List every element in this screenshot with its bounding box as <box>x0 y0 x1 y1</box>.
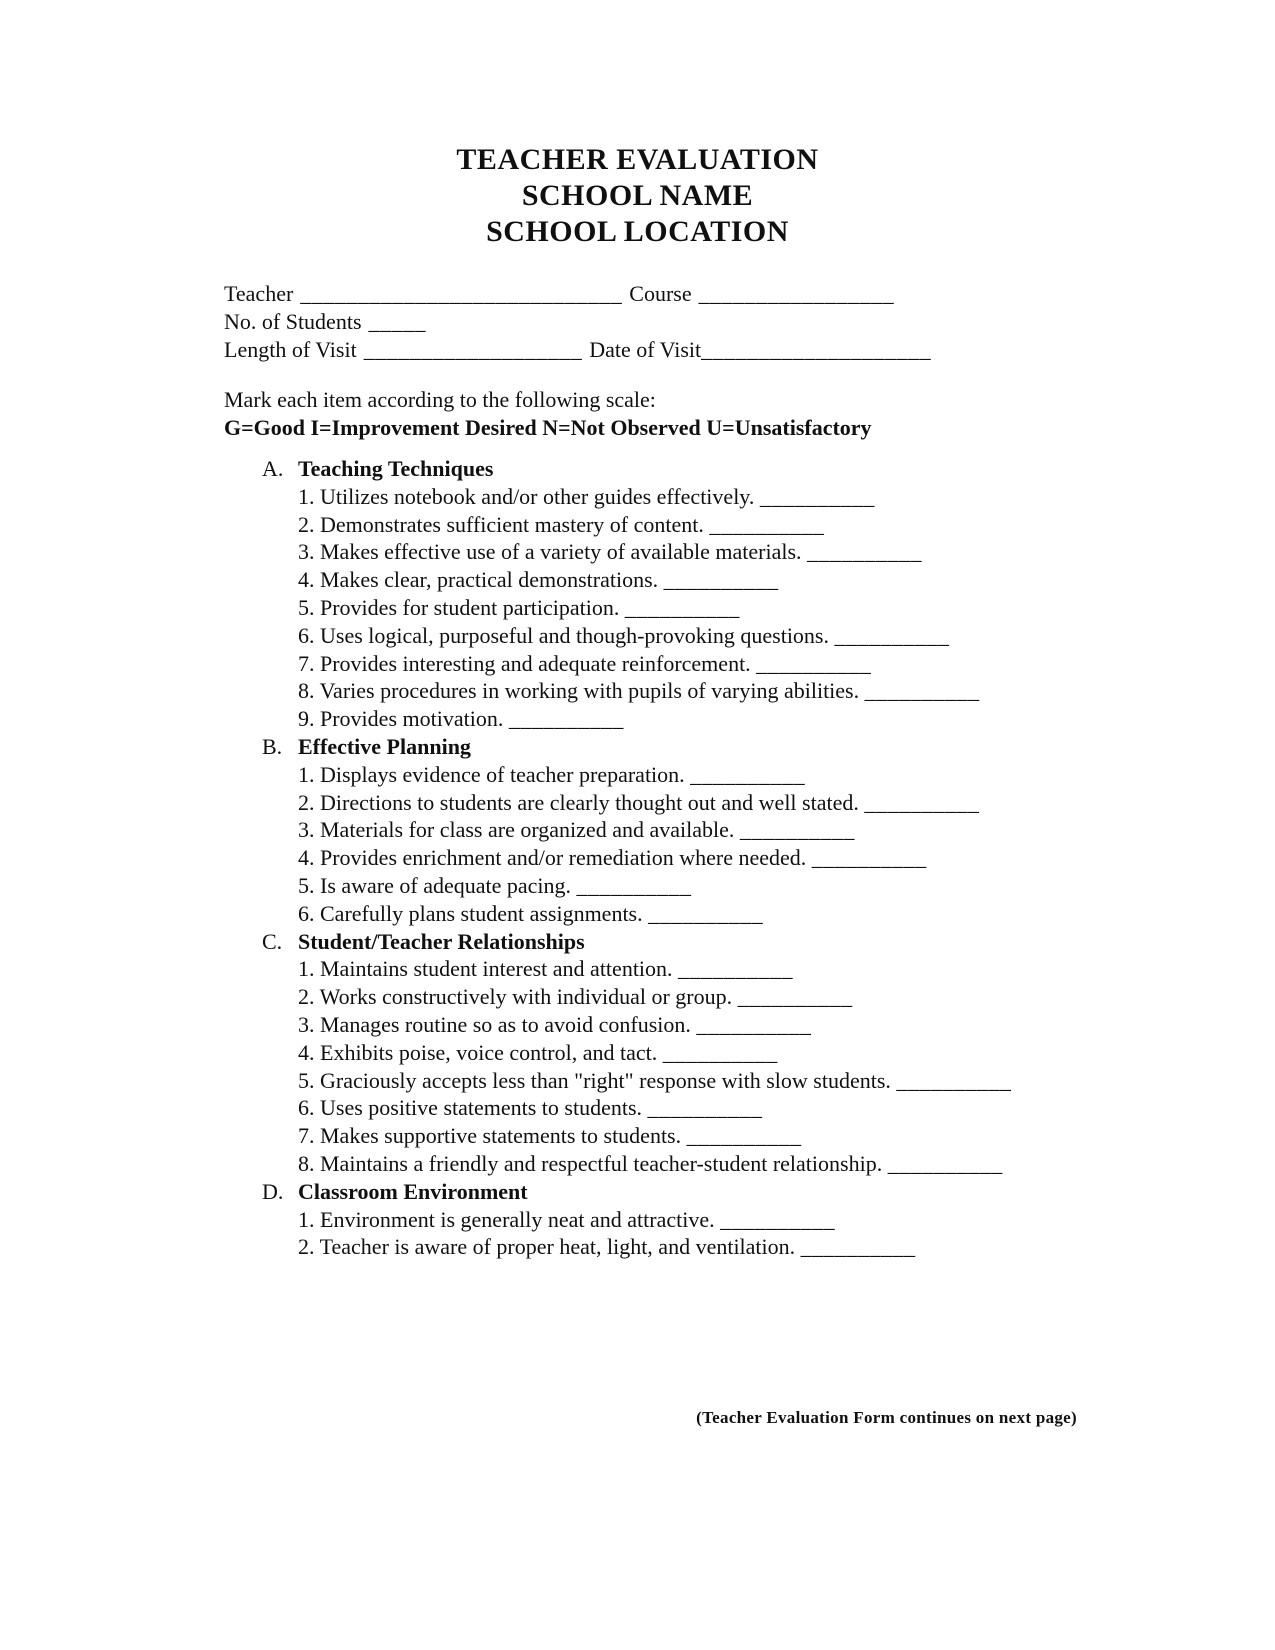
instructions-block <box>224 386 1215 442</box>
section-header <box>262 928 1235 956</box>
section-header <box>262 1178 1235 1206</box>
course-label: Course <box>629 281 692 306</box>
evaluation-item <box>298 677 1235 705</box>
section-letter: A. <box>262 456 284 481</box>
item-number: 2. <box>298 1234 315 1260</box>
section-header <box>262 455 1235 483</box>
item-rating-blank-line: __________ <box>811 845 927 871</box>
item-rating-blank-line: __________ <box>834 622 950 648</box>
evaluation-item <box>298 816 1235 844</box>
item-text: Makes supportive statements to students. <box>320 1123 682 1149</box>
evaluation-item <box>298 761 1235 789</box>
item-text: Makes clear, practical demonstrations. <box>320 567 659 593</box>
document-title-block <box>0 142 1275 250</box>
item-rating-blank-line: __________ <box>739 817 855 843</box>
title-line-3: SCHOOL LOCATION <box>486 215 789 248</box>
item-number: 8. <box>298 678 315 704</box>
item-rating-blank-line: __________ <box>662 1039 778 1065</box>
item-rating-blank-line: __________ <box>647 1095 763 1121</box>
item-rating-blank-line: __________ <box>737 984 853 1010</box>
evaluation-item <box>298 1039 1235 1067</box>
item-number: 6. <box>298 1095 315 1121</box>
item-text: Provides for student participation. <box>320 594 620 620</box>
evaluation-item <box>298 650 1235 678</box>
evaluation-item <box>298 483 1235 511</box>
section-letter: C. <box>262 928 283 954</box>
item-text: Provides motivation. <box>320 706 504 732</box>
item-rating-blank-line: __________ <box>887 1150 1003 1176</box>
item-rating-blank-line: __________ <box>864 789 980 815</box>
item-rating-blank-line: __________ <box>800 1234 916 1260</box>
item-rating-blank-line: __________ <box>678 956 794 982</box>
item-rating-blank-line: __________ <box>686 1123 802 1149</box>
item-number: 1. <box>298 1206 315 1232</box>
item-text: Uses positive statements to students. <box>320 1095 643 1121</box>
item-number: 6. <box>298 622 315 648</box>
sections-list <box>262 455 1235 1261</box>
item-number: 5. <box>298 594 315 620</box>
item-number: 9. <box>298 706 315 732</box>
course-blank-line: _________________ <box>698 281 895 306</box>
item-number: 2. <box>298 511 315 537</box>
item-text: Directions to students are clearly thought out and well stated. <box>320 789 859 815</box>
item-rating-blank-line: __________ <box>508 706 624 732</box>
item-number: 3. <box>298 817 315 843</box>
date-of-visit-blank-line: ____________________ <box>701 337 932 362</box>
evaluation-item <box>298 983 1235 1011</box>
rating-scale-legend: G=Good I=Improvement Desired N=Not Observed U=Unsatisfactory <box>224 415 872 440</box>
item-text: Demonstrates sufficient mastery of content. <box>320 511 704 537</box>
item-text: Uses logical, purposeful and though-provoking questions. <box>320 622 829 648</box>
item-rating-blank-line: __________ <box>756 650 872 676</box>
item-text: Maintains a friendly and respectful teacher-student relationship. <box>320 1150 883 1176</box>
item-number: 4. <box>298 1039 315 1065</box>
item-text: Varies procedures in working with pupils of varying abilities. <box>319 678 860 704</box>
item-number: 3. <box>298 1011 315 1037</box>
evaluation-item <box>298 1122 1235 1150</box>
item-rating-blank-line: __________ <box>663 567 779 593</box>
item-rating-blank-line: __________ <box>759 483 875 509</box>
evaluation-item <box>298 900 1235 928</box>
evaluation-item <box>298 1011 1235 1039</box>
section-letter: D. <box>262 1178 284 1204</box>
teacher-label: Teacher <box>224 281 294 306</box>
evaluation-item <box>298 955 1235 983</box>
length-of-visit-blank-line: ___________________ <box>363 337 583 362</box>
item-rating-blank-line: __________ <box>709 511 825 537</box>
item-text: Provides enrichment and/or remediation where needed. <box>320 845 807 871</box>
item-text: Provides interesting and adequate reinforcement. <box>320 650 751 676</box>
item-number: 2. <box>298 789 315 815</box>
title-line-1: TEACHER EVALUATION <box>456 143 819 176</box>
item-number: 5. <box>298 872 315 898</box>
item-number: 3. <box>298 539 315 565</box>
item-text: Displays evidence of teacher preparation. <box>320 761 685 787</box>
teacher-blank-line: ____________________________ <box>300 281 623 306</box>
item-text: Teacher is aware of proper heat, light, and ventilation. <box>319 1234 796 1260</box>
item-rating-blank-line: __________ <box>690 761 806 787</box>
section-header <box>262 733 1235 761</box>
title-line-2: SCHOOL NAME <box>521 179 754 212</box>
section-title: Student/Teacher Relationships <box>298 928 585 954</box>
item-text: Graciously accepts less than "right" response with slow students. <box>320 1067 891 1093</box>
item-text: Utilizes notebook and/or other guides effectively. <box>320 483 755 509</box>
item-text: Manages routine so as to avoid confusion. <box>320 1011 691 1037</box>
item-number: 8. <box>298 1150 315 1176</box>
evaluation-item <box>298 872 1235 900</box>
item-number: 6. <box>298 900 315 926</box>
evaluation-item <box>298 1094 1235 1122</box>
evaluation-item <box>298 844 1235 872</box>
item-text: Works constructively with individual or group. <box>319 984 733 1010</box>
students-blank-line: _____ <box>368 309 426 334</box>
item-number: 4. <box>298 567 315 593</box>
item-rating-blank-line: __________ <box>624 594 740 620</box>
item-number: 2. <box>298 984 315 1010</box>
item-text: Materials for class are organized and available. <box>320 817 735 843</box>
item-number: 7. <box>298 1123 315 1149</box>
item-text: Is aware of adequate pacing. <box>320 872 572 898</box>
item-number: 1. <box>298 956 315 982</box>
students-row <box>224 308 1215 336</box>
item-rating-blank-line: __________ <box>807 539 923 565</box>
item-rating-blank-line: __________ <box>896 1067 1012 1093</box>
instructions-line: Mark each item according to the following scale: <box>224 387 656 412</box>
evaluation-item <box>298 705 1235 733</box>
evaluation-item <box>298 789 1235 817</box>
evaluation-item <box>298 1150 1235 1178</box>
section-title: Classroom Environment <box>298 1178 528 1204</box>
item-rating-blank-line: __________ <box>576 872 692 898</box>
visit-row <box>224 336 1215 364</box>
item-rating-blank-line: __________ <box>696 1011 812 1037</box>
evaluation-item <box>298 622 1235 650</box>
item-rating-blank-line: __________ <box>720 1206 836 1232</box>
item-number: 4. <box>298 845 315 871</box>
section-letter: B. <box>262 733 283 759</box>
item-rating-blank-line: __________ <box>864 678 980 704</box>
item-text: Makes effective use of a variety of available materials. <box>320 539 802 565</box>
item-number: 7. <box>298 650 315 676</box>
evaluation-item <box>298 566 1235 594</box>
item-rating-blank-line: __________ <box>648 900 764 926</box>
evaluation-item <box>298 511 1235 539</box>
item-text: Carefully plans student assignments. <box>320 900 643 926</box>
evaluation-item <box>298 594 1235 622</box>
length-of-visit-label: Length of Visit <box>224 337 357 362</box>
item-text: Environment is generally neat and attractive. <box>320 1206 715 1232</box>
item-number: 1. <box>298 483 315 509</box>
item-text: Exhibits poise, voice control, and tact. <box>320 1039 658 1065</box>
evaluation-item <box>298 1206 1235 1234</box>
teacher-course-row <box>224 280 1215 308</box>
header-fields <box>224 280 1215 364</box>
section-title: Teaching Techniques <box>298 456 494 481</box>
item-number: 5. <box>298 1067 315 1093</box>
evaluation-item <box>298 1067 1235 1095</box>
date-of-visit-label: Date of Visit <box>589 337 702 362</box>
evaluation-item <box>298 1233 1235 1261</box>
students-label: No. of Students <box>224 309 362 334</box>
section-title: Effective Planning <box>298 733 471 759</box>
evaluation-item <box>298 538 1235 566</box>
continuation-note: (Teacher Evaluation Form continues on next page) <box>696 1408 1077 1427</box>
item-text: Maintains student interest and attention. <box>320 956 673 982</box>
item-number: 1. <box>298 761 315 787</box>
